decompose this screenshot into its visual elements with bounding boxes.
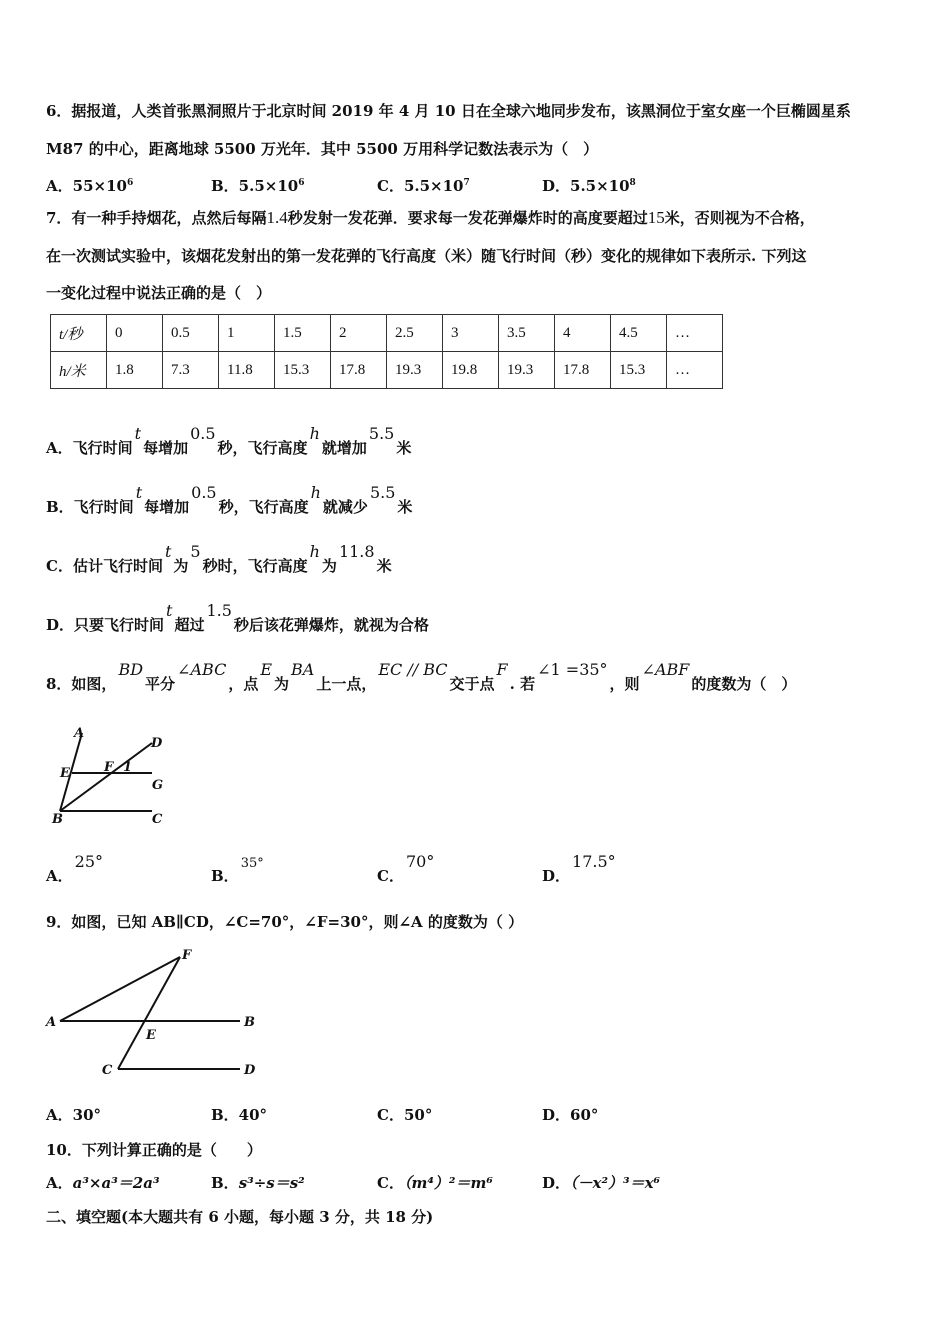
q10-option-d: D．（－x²）³＝x⁶ xyxy=(542,1174,661,1192)
q7-line-3: 一变化过程中说法正确的是（ ） xyxy=(46,284,272,302)
q10-option-c: C．（m⁴）²＝m⁶ xyxy=(377,1174,493,1192)
line-bd xyxy=(60,743,152,811)
label-d: D xyxy=(151,736,163,751)
q6-option-c: C．$5.5\times 10^7$ xyxy=(377,177,470,195)
table-cell: 17.8 xyxy=(331,352,387,389)
q9-option-c: C．50° xyxy=(377,1106,433,1124)
table-cell: 4.5 xyxy=(611,315,667,352)
q9-option-b: B．40° xyxy=(211,1106,268,1124)
table-cell: t/秒 xyxy=(51,315,107,352)
table-cell: 19.3 xyxy=(387,352,443,389)
q8-option-a: A．25° xyxy=(46,852,103,885)
label-e: E xyxy=(146,1028,156,1043)
table-cell: … xyxy=(667,352,723,389)
table-cell: 1 xyxy=(219,315,275,352)
table-cell: 4 xyxy=(555,315,611,352)
label-a: A xyxy=(74,726,85,741)
table-cell: 19.3 xyxy=(499,352,555,389)
table-cell: 0.5 xyxy=(163,315,219,352)
q6-line-1: 6．据报道，人类首张黑洞照片于北京时间 2019 年 4 月 10 日在全球六地同步发布，该黑洞位于室女座一个巨椭圆星系 xyxy=(46,102,851,120)
table-cell: 2 xyxy=(331,315,387,352)
table-cell: 7.3 xyxy=(163,352,219,389)
label-e: E xyxy=(60,766,70,781)
q7-option-a: A．飞行时间t每增加0.5秒，飞行高度h就增加5.5米 xyxy=(46,424,412,457)
q10-stem: 10．下列计算正确的是（ ） xyxy=(46,1141,262,1159)
table-cell: 0 xyxy=(107,315,163,352)
label-b: B xyxy=(244,1015,255,1030)
q9-option-a: A．30° xyxy=(46,1106,102,1124)
label-f: F xyxy=(182,948,192,963)
table-cell: 15.3 xyxy=(275,352,331,389)
q9-figure xyxy=(40,945,270,1080)
table-cell: 19.8 xyxy=(443,352,499,389)
table-row-t xyxy=(51,315,723,352)
q7-data-table xyxy=(50,314,723,389)
label-c: C xyxy=(102,1063,113,1078)
table-cell: 2.5 xyxy=(387,315,443,352)
label-angle-1: 1 xyxy=(123,760,133,775)
q7-line-2: 在一次测试实验中，该烟花发射出的第一发花弹的飞行高度（米）随飞行时间（秒）变化的规律如下表所示. 下列这 xyxy=(46,247,807,265)
q6-line-2: M87 的中心，距离地球 5500 万光年．其中 5500 万用科学记数法表示为（ ） xyxy=(46,140,599,158)
label-a: A xyxy=(46,1015,57,1030)
q8-stem: 8．如图，BD平分∠ABC，点E为BA上一点，EC // BC交于点F. 若∠1 =35°，则∠ABF的度数为（ ） xyxy=(46,660,797,693)
table-cell: 3 xyxy=(443,315,499,352)
q9-option-d: D．60° xyxy=(542,1106,599,1124)
label-f: F xyxy=(104,760,114,775)
q8-figure xyxy=(46,725,176,830)
table-cell: 17.8 xyxy=(555,352,611,389)
table-cell: 11.8 xyxy=(219,352,275,389)
q6-option-a: A．$55\times 10^6$ xyxy=(46,177,134,195)
q7-option-b: B．飞行时间t每增加0.5秒，飞行高度h就减少5.5米 xyxy=(46,483,413,516)
q6-option-d: D．$5.5\times 10^8$ xyxy=(542,177,636,195)
section-2-heading: 二、填空题(本大题共有 6 小题，每小题 3 分，共 18 分) xyxy=(46,1208,434,1226)
table-cell: 15.3 xyxy=(611,352,667,389)
q10-option-b: B．s³÷s＝s² xyxy=(211,1174,305,1192)
q8-option-d: D．17.5° xyxy=(542,852,616,885)
q7-option-c: C．估计飞行时间t为5秒时，飞行高度h为11.8米 xyxy=(46,542,392,575)
label-c: C xyxy=(152,812,163,827)
label-d: D xyxy=(244,1063,256,1078)
table-cell: 1.5 xyxy=(275,315,331,352)
q8-option-c: C．70° xyxy=(377,852,435,885)
q8-option-b: B．35° xyxy=(211,856,264,885)
q10-option-a: A．a³×a³＝2a³ xyxy=(46,1174,160,1192)
q6-option-b: B．$5.5\times 10^6$ xyxy=(211,177,305,195)
q9-stem: 9．如图，已知 AB∥CD，∠C=70°，∠F=30°，则∠A 的度数为（ ） xyxy=(46,913,524,931)
table-cell: h/米 xyxy=(51,352,107,389)
table-row-h xyxy=(51,352,723,389)
table-cell: … xyxy=(667,315,723,352)
q7-option-d: D．只要飞行时间t超过1.5秒后该花弹爆炸，就视为合格 xyxy=(46,601,429,634)
label-b: B xyxy=(52,812,63,827)
table-cell: 1.8 xyxy=(107,352,163,389)
q7-line-1: 7．有一种手持烟花，点然后每隔1.4秒发射一发花弹．要求每一发花弹爆炸时的高度要超过15米，否则视为不合格， xyxy=(46,208,815,227)
label-g: G xyxy=(152,778,164,793)
table-cell: 3.5 xyxy=(499,315,555,352)
